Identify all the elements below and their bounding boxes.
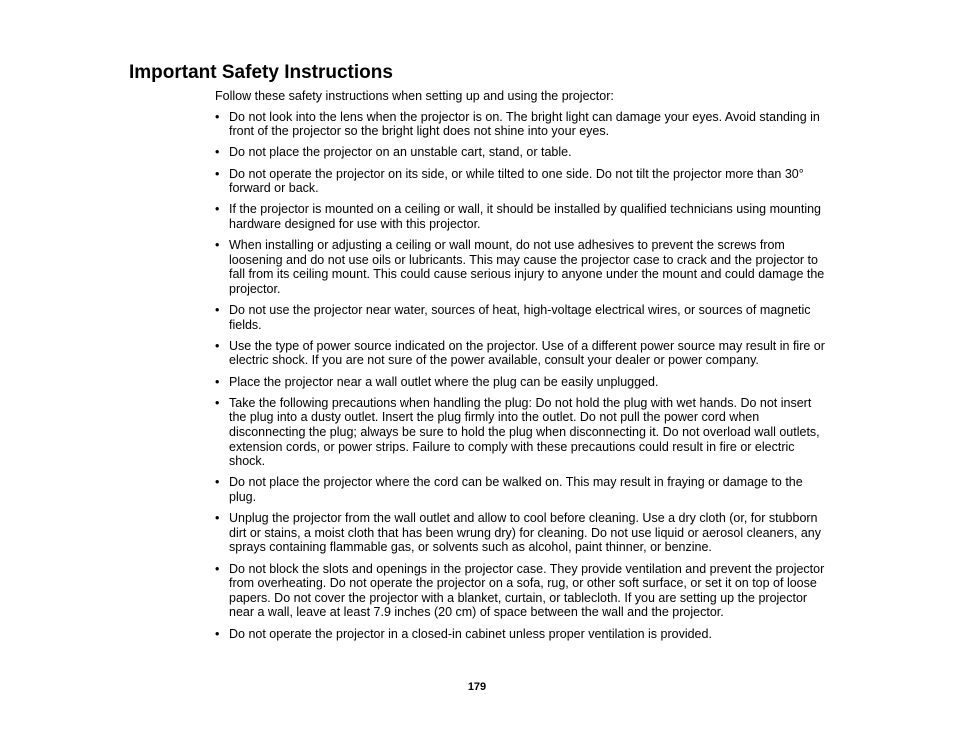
bullet-icon: • <box>215 238 220 253</box>
page-number: 179 <box>467 681 487 693</box>
list-item <box>215 303 827 332</box>
list-item <box>215 339 827 368</box>
bullet-icon: • <box>215 166 220 181</box>
bullet-icon: • <box>215 395 220 410</box>
list-item-text: Do not use the projector near water, sources of heat, high-voltage electrical wires, or sources of magnetic fields. <box>229 303 811 332</box>
bullet-icon: • <box>215 303 220 318</box>
list-item <box>215 110 827 139</box>
list-item <box>215 202 827 231</box>
list-item <box>215 145 827 160</box>
list-item-text: When installing or adjusting a ceiling or wall mount, do not use adhesives to prevent the screws from loosening and do not use oils or lubricants. This may cause the projector case to crack and the projector to fall from its ceiling mount. This could cause serious injury to anyone under the mount and could damage the projector. <box>229 238 825 296</box>
instructions-body <box>215 89 827 648</box>
list-item <box>215 375 827 390</box>
bullet-icon: • <box>215 202 220 217</box>
list-item-text: Do not operate the projector in a closed-in cabinet unless proper ventilation is provided. <box>229 626 712 641</box>
list-item-text: Do not look into the lens when the projector is on. The bright light can damage your eyes. Avoid standing in front of the projector so the bright light does not shine into your eyes. <box>229 109 820 139</box>
bullet-icon: • <box>215 145 220 160</box>
list-item <box>215 627 827 642</box>
list-item-text: Do not place the projector where the cord can be walked on. This may result in fraying or damage to the plug. <box>229 475 803 504</box>
list-item-text: If the projector is mounted on a ceiling or wall, it should be installed by qualified technicians using mounting hardware designed for use with this projector. <box>229 202 822 231</box>
list-item-text: Use the type of power source indicated on the projector. Use of a different power source may result in fire or electric shock. If you are not sure of the power available, consult your dealer or power company. <box>229 338 825 368</box>
page-title: Important Safety Instructions <box>129 62 393 83</box>
list-item-text: Do not operate the projector on its side, or while tilted to one side. Do not tilt the projector more than 30° forward or back. <box>229 166 804 196</box>
list-item <box>215 167 827 196</box>
list-item <box>215 511 827 555</box>
bullet-icon: • <box>215 561 220 576</box>
list-item <box>215 562 827 620</box>
list-item <box>215 396 827 469</box>
list-item-text: Do not block the slots and openings in the projector case. They provide ventilation and prevent the projector from overheating. Do not operate the projector on a sofa, rug, or other soft surface, or set it on top of loose papers. Do not cover the projector with a blanket, curtain, or tablecloth. If you are setting up the projector near a wall, leave at least 7.9 inches (20 cm) of space between the wall and the projector. <box>229 561 825 620</box>
bullet-icon: • <box>215 626 220 641</box>
list-item-text: Place the projector near a wall outlet where the plug can be easily unplugged. <box>229 374 659 389</box>
safety-list <box>215 110 827 642</box>
bullet-icon: • <box>215 374 220 389</box>
bullet-icon: • <box>215 475 220 490</box>
list-item-text: Unplug the projector from the wall outlet and allow to cool before cleaning. Use a dry cloth (or, for stubborn dirt or stains, a moist cloth that has been wrung dry) for cleaning. Do not use liquid or aerosol cleaners, any sprays containing flammable gas, or solvents such as alcohol, paint thinner, or benzine. <box>229 511 821 555</box>
bullet-icon: • <box>215 109 220 124</box>
list-item <box>215 475 827 504</box>
intro-text: Follow these safety instructions when setting up and using the projector: <box>215 89 614 103</box>
list-item-text: Do not place the projector on an unstable cart, stand, or table. <box>229 145 572 160</box>
list-item <box>215 238 827 296</box>
bullet-icon: • <box>215 511 220 526</box>
bullet-icon: • <box>215 338 220 353</box>
list-item-text: Take the following precautions when handling the plug: Do not hold the plug with wet hands. Do not insert the plug into a dusty outlet. Insert the plug firmly into the outlet. Do not pull the power cord when disconnecting the plug; always be sure to hold the plug when disconnecting it. Do not overload wall outlets, extension cords, or power strips. Failure to comply with these precautions could result in fire or electric shock. <box>229 395 820 469</box>
